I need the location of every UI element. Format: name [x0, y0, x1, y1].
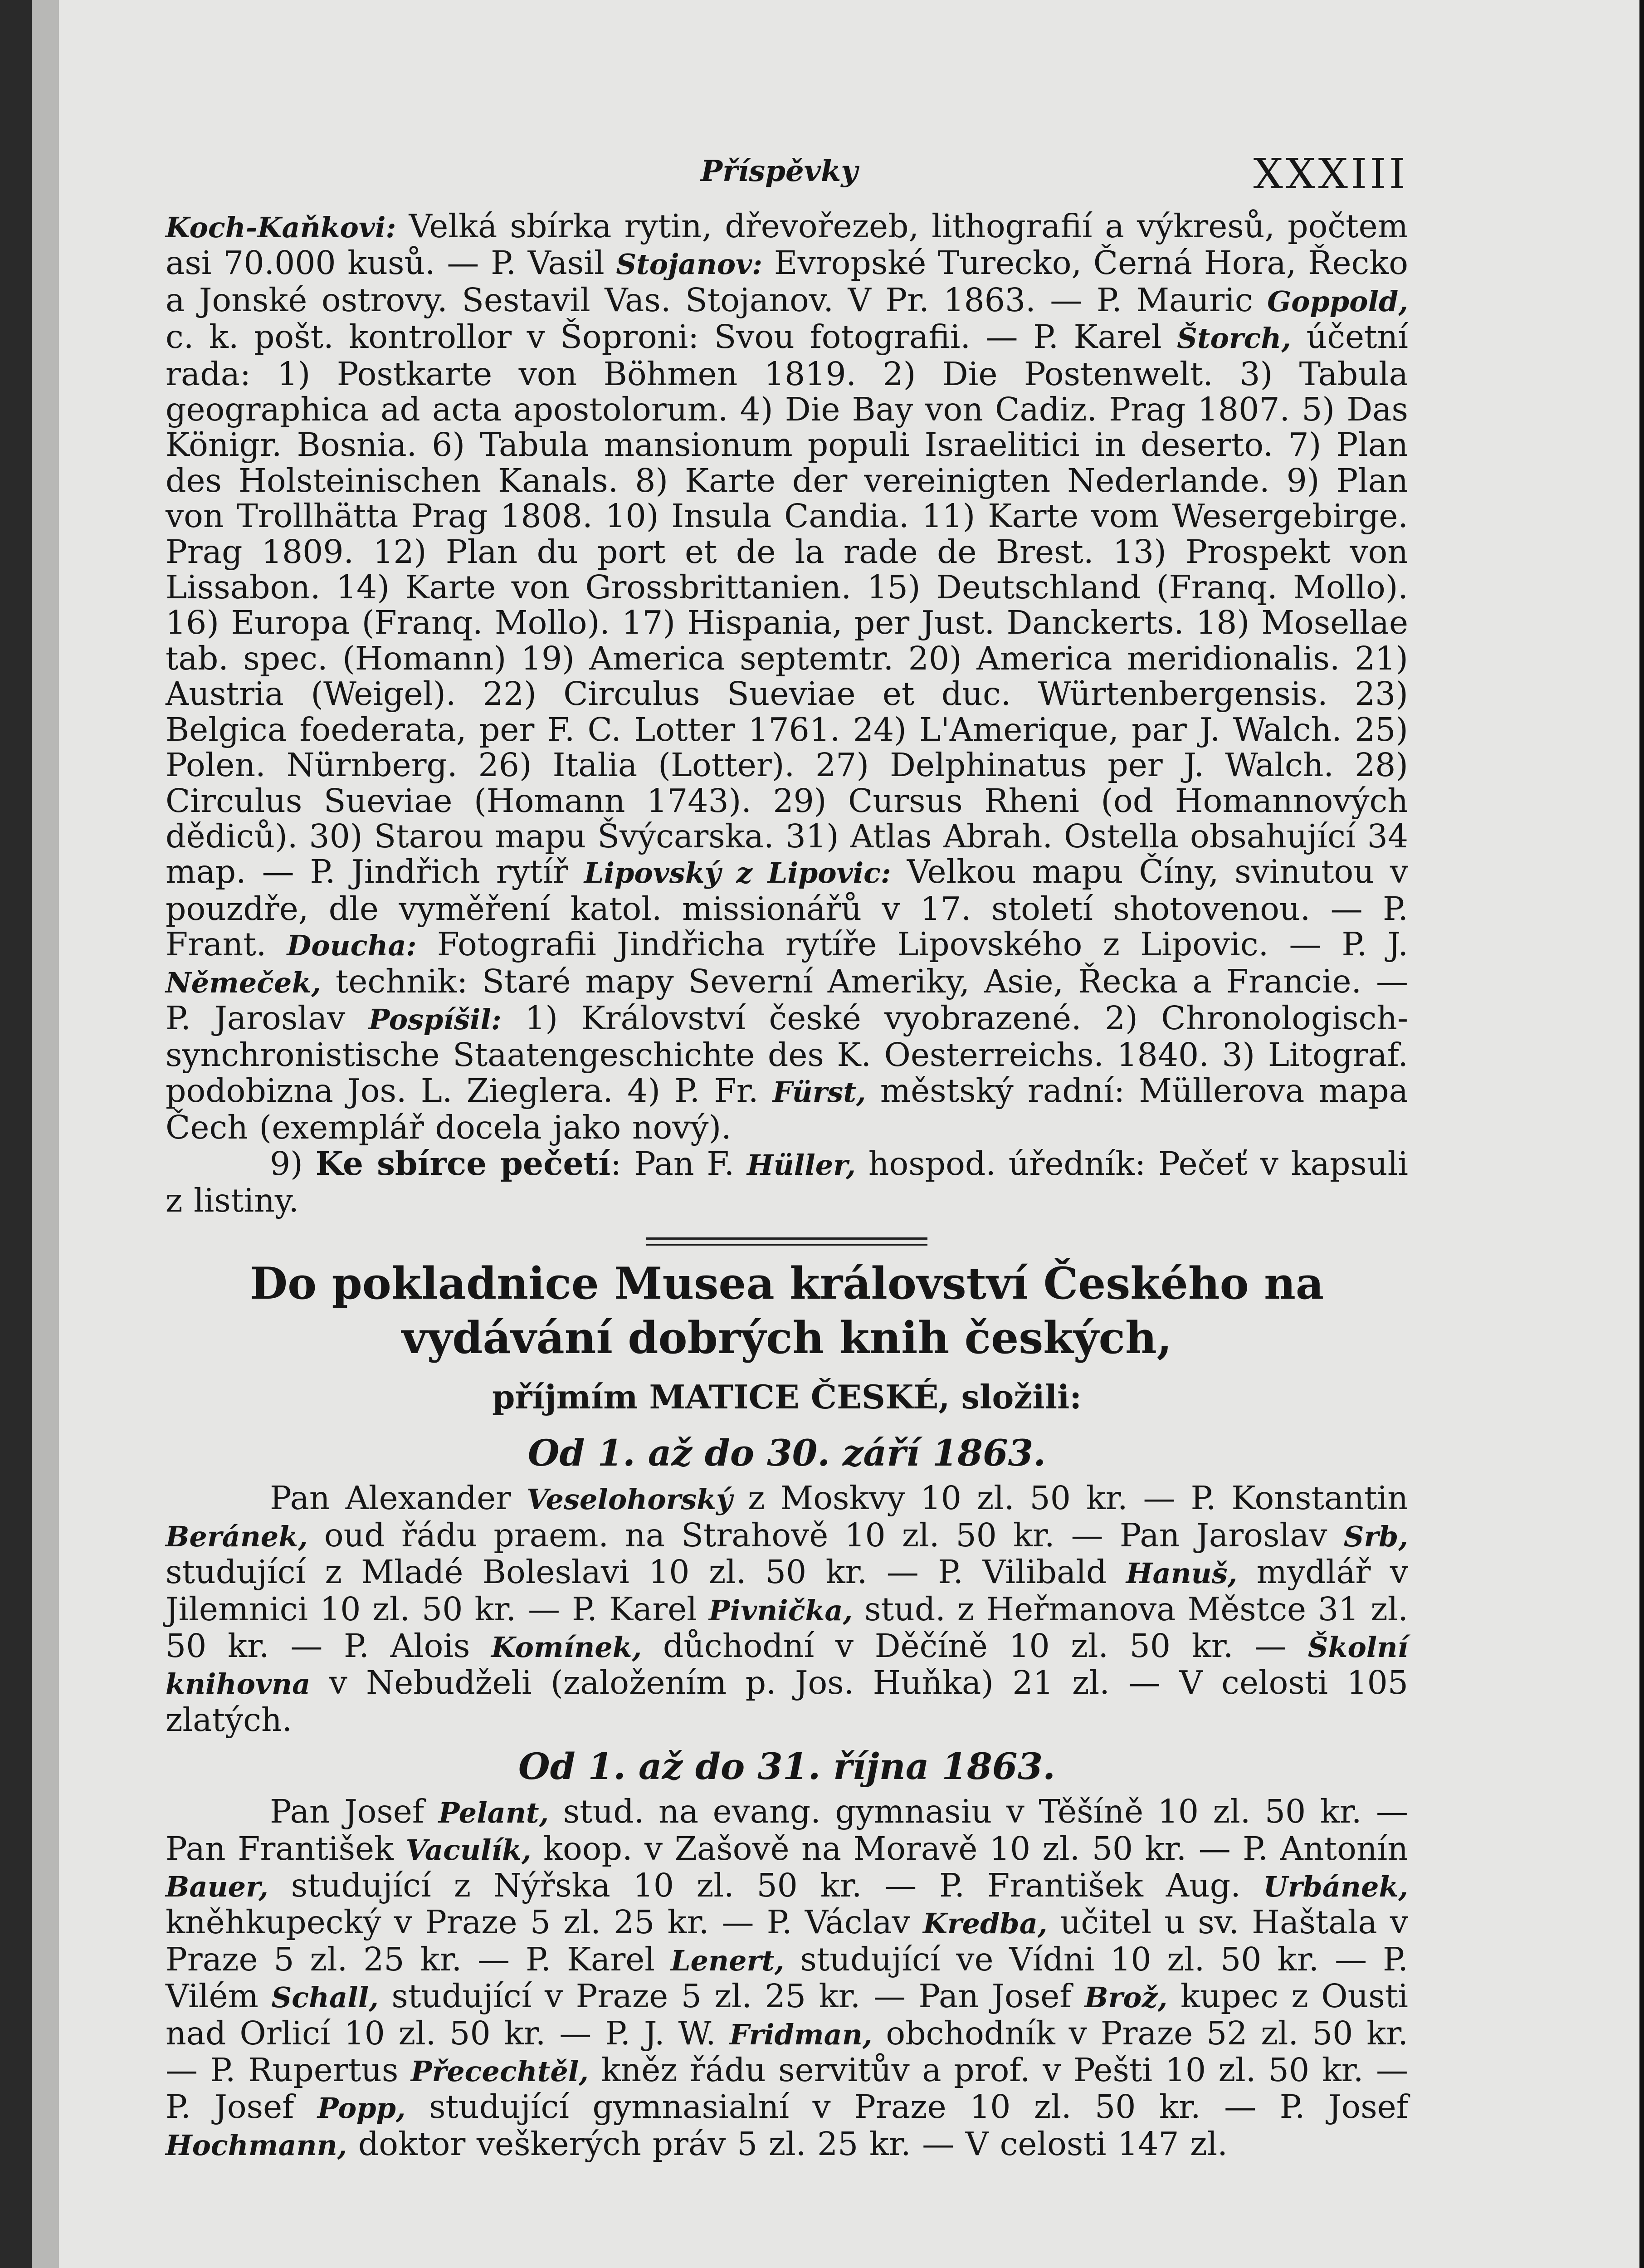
text-run: studující z Nýřska 10 zl. 50 kr. — P. František Aug. [268, 1867, 1263, 1905]
donations-paragraph-top [166, 209, 1408, 1146]
september-paragraph [166, 1481, 1408, 1738]
text-run: v Nebudželi (založením p. Jos. Huňka) 21 zl. — V celosti 105 zlatých. [166, 1664, 1408, 1739]
page-edge [32, 0, 59, 2268]
text-run: důchodní v Děčíně 10 zl. 50 kr. — [642, 1627, 1308, 1665]
text-run: mydlář v Jilemnici 10 zl. 50 kr. — P. Karel [166, 1553, 1408, 1628]
text-run: c. k. pošt. kontrollor v Šoproni: Svou fotografii. — P. Karel [166, 318, 1177, 356]
text-run: kněz řádu servitův a prof. v Pešti 10 zl. 50 kr. — P. Josef [166, 2051, 1408, 2126]
person-name: Pivnička, [708, 1593, 853, 1627]
person-name: Urbánek, [1263, 1870, 1408, 1904]
person-name: Koch-Kaňkovi: [166, 211, 396, 244]
text-run: 9) [270, 1144, 316, 1183]
person-name: Srb, [1343, 1520, 1408, 1553]
person-name: Brož, [1084, 1981, 1168, 2014]
running-head-title: Příspěvky [701, 154, 858, 188]
date-heading-september: Od 1. až do 30. září 1863. [527, 1432, 1046, 1475]
person-name: Komínek, [491, 1631, 642, 1664]
text-run: Fotografii Jindřicha rytíře Lipovského z Lipovic. — P. J. [416, 925, 1409, 963]
text-run: Velká sbírka rytin, dřevořezeb, lithografií a výkresů, počtem asi 70.000 kusů. — P. Vasil [166, 207, 1408, 282]
person-name: Vaculík, [405, 1833, 532, 1867]
person-name: Lenert, [670, 1944, 785, 1977]
page-number: XXXIII [1253, 150, 1408, 198]
text-run: Pan Alexander [270, 1479, 527, 1517]
text-run: doktor veškerých práv 5 zl. 25 kr. — V celosti 147 zl. [347, 2125, 1228, 2163]
person-name: Hochmann, [166, 2128, 347, 2162]
person-name: Němeček, [166, 966, 321, 999]
person-name: Popp, [317, 2092, 406, 2125]
person-name: Schall, [271, 1981, 379, 2014]
text-run: studující gymnasialní v Praze 10 zl. 50 kr. — P. Josef [405, 2088, 1408, 2126]
text-column [166, 136, 1408, 2163]
scan-border [1639, 0, 1644, 2268]
person-name: Beránek, [166, 1520, 308, 1553]
text-run: Velkou mapu Číny, svinutou v pouzdře, dle vyměření katol. missionářů v 17. století shotovenou. — P. Frant. [166, 853, 1409, 963]
text-run: : Pan F. [610, 1144, 747, 1183]
text-run: studující ve Vídni 10 zl. 50 kr. — P. Vilém [166, 1940, 1408, 2015]
person-name: Lipovský z Lipovic: [584, 856, 891, 890]
text-run: obchodník v Praze 52 zl. 50 kr. — P. Rupertus [166, 2014, 1408, 2089]
text-run: městský radní: Müllerova mapa Čech (exemplář docela jako nový). [166, 1071, 1408, 1147]
person-name: Bauer, [166, 1870, 268, 1904]
section-title: Do pokladnice Musea království Českého na vydávání dobrých knih českých, [249, 1258, 1324, 1364]
text-run: Pan Josef [270, 1793, 439, 1831]
person-name: Školní knihovna [166, 1631, 1408, 1701]
text-run: studující z Mladé Boleslavi 10 zl. 50 kr. — P. Vilibald [166, 1553, 1126, 1591]
text-run: 1) Království české vyobrazené. 2) Chronologisch-synchronistische Staatengeschichte des K. Oesterreichs. 1840. 3) Litograf. podobizna Jos. L. Zieglera. 4) P. Fr. [166, 999, 1408, 1110]
person-name: Hüller, [747, 1148, 856, 1182]
seal-collection-paragraph [166, 1146, 1408, 1219]
bold-heading: Ke sbírce pečetí [315, 1144, 611, 1183]
text-run: kněhkupecký v Praze 5 zl. 25 kr. — P. Václav [166, 1903, 923, 1941]
person-name: Stojanov: [616, 248, 763, 281]
person-name: Fridman, [729, 2018, 873, 2051]
person-name: Pelant, [438, 1796, 549, 1830]
text-run: hospod. úředník: Pečeť v kapsuli z listiny. [166, 1144, 1408, 1219]
person-name: Goppold, [1267, 284, 1408, 318]
person-name: Kredba, [923, 1907, 1048, 1941]
section-subtitle: příjmím MATICE ČESKÉ, složili: [492, 1378, 1082, 1417]
text-run: z Moskvy 10 zl. 50 kr. — P. Konstantin [732, 1479, 1408, 1517]
text-run: koop. v Zašově na Moravě 10 zl. 50 kr. — P. Antonín [531, 1829, 1408, 1867]
person-name: Štorch, [1177, 322, 1291, 355]
text-run: stud. z Heřmanova Městce 31 zl. 50 kr. — P. Alois [166, 1590, 1408, 1665]
binding-shadow [0, 0, 32, 2268]
person-name: Hanuš, [1126, 1557, 1238, 1590]
person-name: Přecechtěl, [410, 2055, 589, 2088]
person-name: Pospíšil: [368, 1002, 502, 1036]
text-run: učitel u sv. Haštala v Praze 5 zl. 25 kr. — P. Karel [166, 1903, 1408, 1978]
date-heading-october: Od 1. až do 31. října 1863. [518, 1745, 1055, 1788]
text-run: Evropské Turecko, Černá Hora, Řecko a Jonské ostrovy. Sestavil Vas. Stojanov. V Pr. 1863. — P. Mauric [166, 244, 1408, 319]
person-name: Veselohorský [527, 1483, 733, 1516]
person-name: Fürst, [772, 1075, 866, 1109]
text-run: stud. na evang. gymnasiu v Těšíně 10 zl. 50 kr. — Pan František [166, 1793, 1409, 1867]
text-run: kupec z Ousti nad Orlicí 10 zl. 50 kr. — P. J. W. [166, 1977, 1408, 2052]
section-divider [646, 1237, 927, 1246]
text-run: technik: Staré mapy Severní Ameriky, Asie, Řecka a Francie. — P. Jaroslav [166, 962, 1408, 1037]
october-paragraph [166, 1794, 1408, 2163]
text-run: účetní rada: 1) Postkarte von Böhmen 1819. 2) Die Postenwelt. 3) Tabula geographica ad acta apostolorum. 4) Die Bay von Cadiz. Prag 1807. 5) Das Königr. Bosnia. 6) Tabula mansionum populi Israelitici in deserto. 7) Plan des Holsteinischen Kanals. 8) Karte der vereinigten Nederlande. 9) Plan von Trollhätta Prag 1808. 10) Insula Candia. 11) Karte vom Wesergebirge. Prag 1809. 12) Plan du port et de la rade de Brest. 13) Prospekt von Lissabon. 14) Karte von Grossbrittanien. 15) Deutschland (Franq. Mollo). 16) Europa (Franq. Mollo). 17) Hispania, per Just. Danckerts. 18) Mosellae tab. spec. (Homann) 19) America septemtr. 20) America meridionalis. 21) Austria (Weigel). 22) Circulus Sueviae et duc. Würtenbergensis. 23) Belgica foederata, per F. C. Lotter 1761. 24) L'Amerique, par J. Walch. 25) Polen. Nürnberg. 26) Italia (Lotter). 27) Delphinatus per J. Walch. 28) Circulus Sueviae (Homann 1743). 29) Cursus Rheni (od Homannových dědiců). 30) Starou mapu Švýcarska. 31) Atlas Abrah. Ostella obsahující 34 map. — P. Jindřich rytíř [166, 318, 1408, 891]
text-run: oud řádu praem. na Strahově 10 zl. 50 kr. — Pan Jaroslav [307, 1516, 1344, 1554]
running-head [166, 136, 1408, 209]
person-name: Doucha: [287, 929, 417, 963]
text-run: studující v Praze 5 zl. 25 kr. — Pan Josef [378, 1977, 1085, 2015]
